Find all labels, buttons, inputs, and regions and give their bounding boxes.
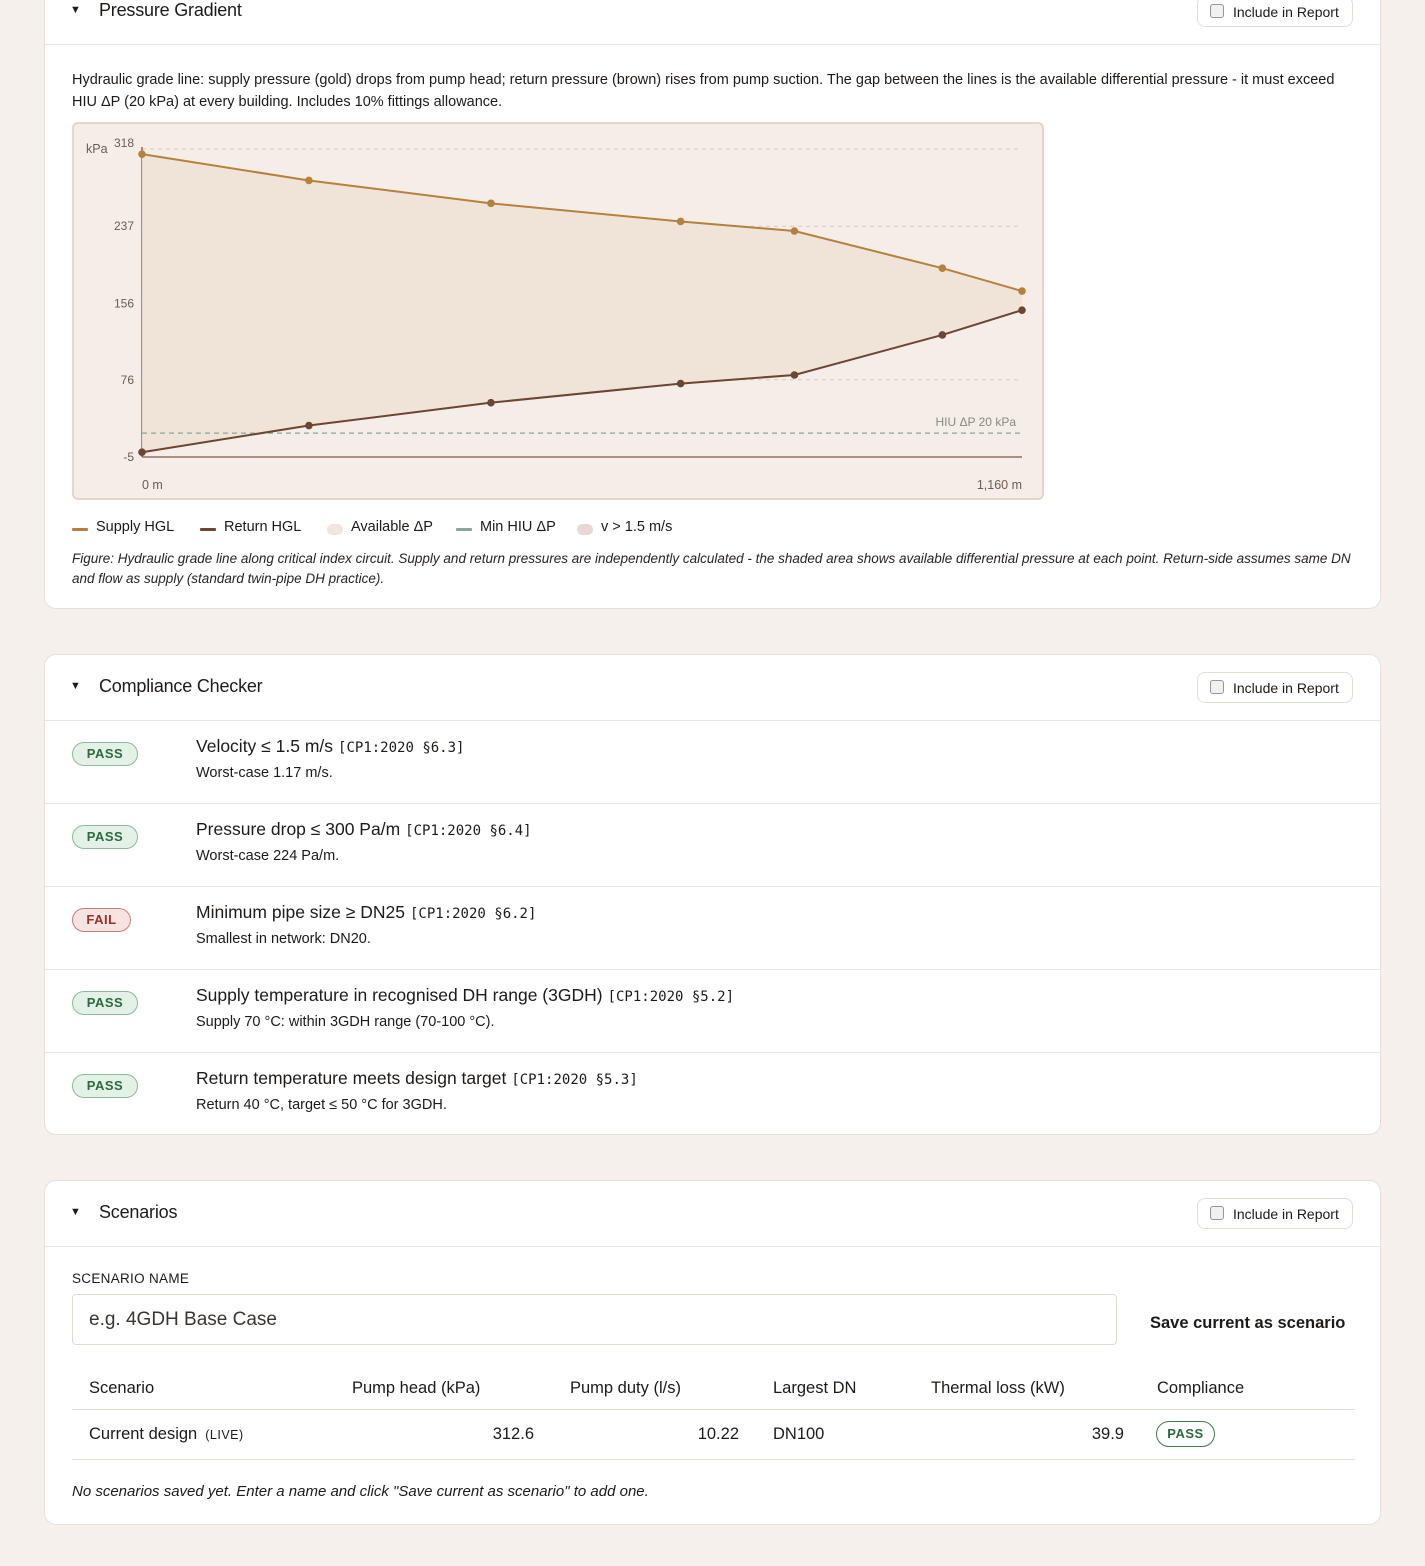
table-row — [72, 1410, 1355, 1460]
supply-hgl-point — [487, 200, 495, 208]
check-title-text: Return temperature meets design target — [196, 1068, 507, 1088]
largest-dn-cell: DN100 — [773, 1425, 825, 1443]
check-title — [196, 985, 734, 1006]
return-hgl-point — [939, 331, 947, 339]
include-in-report-toggle[interactable] — [1197, 0, 1353, 27]
include-label: Include in Report — [1233, 1206, 1339, 1222]
compliance-row — [45, 804, 1380, 887]
check-detail: Worst-case 1.17 m/s. — [196, 765, 333, 781]
supply-hgl-point — [677, 218, 685, 226]
column-header-pump-duty: Pump duty (l/s) — [570, 1379, 681, 1397]
status-badge: PASS — [72, 742, 138, 766]
panel-title: Scenarios — [99, 1202, 178, 1222]
check-title-text: Supply temperature in recognised DH range (3GDH) — [196, 985, 603, 1005]
return-hgl-point — [677, 380, 685, 388]
pump-head-cell: 312.6 — [492, 1425, 534, 1443]
include-in-report-toggle[interactable] — [1197, 1198, 1353, 1229]
legend-swatch — [200, 528, 216, 531]
pressure-gradient-header[interactable] — [45, 0, 1380, 45]
check-reference: [CP1:2020 §5.3] — [511, 1072, 638, 1088]
check-detail: Return 40 °C, target ≤ 50 °C for 3GDH. — [196, 1097, 447, 1113]
y-tick-label: 318 — [113, 136, 134, 150]
compliance-row — [45, 970, 1380, 1053]
status-badge: FAIL — [72, 908, 131, 932]
check-title-text: Velocity ≤ 1.5 m/s — [196, 736, 334, 756]
column-header-compliance: Compliance — [1157, 1379, 1245, 1397]
check-title — [196, 902, 536, 923]
panel-title: Compliance Checker — [99, 676, 263, 696]
return-hgl-point — [791, 371, 799, 379]
table-header-row — [72, 1363, 1355, 1410]
status-badge: PASS — [72, 825, 138, 849]
include-checkbox[interactable] — [1210, 680, 1224, 694]
include-label: Include in Report — [1233, 4, 1339, 20]
column-header-pump-head: Pump head (kPa) — [352, 1379, 481, 1397]
pressure-gradient-description: Hydraulic grade line: supply pressure (gold) drops from pump head; return pressure (brown) rises from pump suction. The gap between the lines is the available differential pressure - it must exceed HIU ΔP (20 kPa) at every building. Includes 10% fittings allowance. — [72, 72, 1335, 110]
return-hgl-point — [305, 422, 313, 430]
compliance-checker-panel — [44, 654, 1381, 1135]
legend-swatch — [456, 528, 472, 531]
x-tick-label: 1,160 m — [976, 478, 1022, 492]
legend-swatch — [327, 524, 343, 535]
include-checkbox[interactable] — [1210, 1206, 1224, 1220]
include-label: Include in Report — [1233, 680, 1339, 696]
legend-label: Available ΔP — [351, 519, 433, 535]
supply-hgl-point — [939, 264, 947, 272]
check-reference: [CP1:2020 §6.2] — [409, 906, 537, 922]
check-reference: [CP1:2020 §6.4] — [405, 823, 532, 839]
status-badge: PASS — [72, 991, 138, 1015]
empty-scenarios-note: No scenarios saved yet. Enter a name and click "Save current as scenario" to add one. — [72, 1483, 649, 1500]
compliance-row — [45, 1053, 1380, 1135]
available-dp-area — [142, 154, 1022, 452]
y-tick-label: 237 — [113, 219, 134, 234]
check-detail: Worst-case 224 Pa/m. — [196, 848, 340, 864]
compliance-badge: PASS — [1156, 1421, 1215, 1447]
legend-label: Return HGL — [224, 519, 302, 535]
thermal-loss-cell: 39.9 — [1091, 1425, 1124, 1443]
check-title — [196, 1068, 638, 1089]
return-hgl-point — [138, 448, 146, 456]
panel-title: Pressure Gradient — [99, 0, 242, 20]
legend-label: Supply HGL — [96, 519, 175, 535]
scenario-name: Current design — [89, 1425, 198, 1443]
check-title-text: Pressure drop ≤ 300 Pa/m — [196, 819, 401, 839]
check-reference: [CP1:2020 §6.3] — [338, 740, 465, 756]
status-badge: PASS — [72, 1074, 138, 1098]
check-title — [196, 819, 532, 840]
compliance-row — [45, 721, 1380, 804]
scenario-name-input[interactable] — [72, 1294, 1117, 1345]
collapse-caret-icon[interactable]: ▼ — [70, 1206, 81, 1218]
legend-swatch — [72, 528, 88, 531]
scenario-name-cell — [89, 1425, 244, 1444]
compliance-header[interactable] — [45, 655, 1380, 721]
return-hgl-point — [487, 399, 495, 407]
supply-hgl-point — [1018, 287, 1026, 295]
check-title-text: Minimum pipe size ≥ DN25 — [196, 902, 405, 922]
include-checkbox[interactable] — [1210, 4, 1224, 18]
scenario-name-label: SCENARIO NAME — [72, 1271, 190, 1286]
supply-hgl-point — [138, 150, 146, 158]
y-tick-label: 76 — [120, 372, 134, 387]
supply-hgl-point — [791, 227, 799, 235]
compliance-row — [45, 887, 1380, 970]
scenarios-panel — [44, 1180, 1381, 1525]
collapse-caret-icon[interactable]: ▼ — [70, 4, 81, 16]
threshold-label: HIU ΔP 20 kPa — [935, 415, 1016, 430]
return-hgl-point — [1018, 306, 1026, 314]
legend-swatch — [577, 524, 593, 535]
check-reference: [CP1:2020 §5.2] — [607, 989, 735, 1005]
check-detail: Supply 70 °C: within 3GDH range (70-100 °C). — [196, 1014, 495, 1030]
y-axis-unit-label: kPa — [86, 142, 108, 156]
supply-hgl-point — [305, 177, 313, 185]
hgl-chart-svg — [74, 124, 1042, 498]
save-scenario-button[interactable]: Save current as scenario — [1150, 1314, 1346, 1332]
include-in-report-toggle[interactable] — [1197, 672, 1353, 703]
column-header-scenario: Scenario — [89, 1379, 155, 1397]
scenarios-header[interactable] — [45, 1181, 1380, 1247]
pressure-gradient-panel — [44, 0, 1381, 609]
figure-caption: Figure: Hydraulic grade line along critical index circuit. Supply and return pressures are independently calculated - the shaded area shows available differential pressure at each point. Return-side assumes same DN and flow as supply (standard twin-pipe DH practice). — [72, 551, 1351, 586]
legend-label: Min HIU ΔP — [480, 519, 556, 535]
collapse-caret-icon[interactable]: ▼ — [70, 680, 81, 692]
column-header-thermal-loss: Thermal loss (kW) — [931, 1379, 1065, 1397]
legend-label: v > 1.5 m/s — [601, 519, 673, 535]
column-header-largest-dn: Largest DN — [773, 1379, 857, 1397]
check-detail: Smallest in network: DN20. — [196, 931, 371, 947]
pump-duty-cell: 10.22 — [697, 1425, 739, 1443]
live-tag: (LIVE) — [205, 1428, 244, 1442]
x-tick-label: 0 m — [142, 478, 163, 492]
y-tick-label: -5 — [123, 450, 134, 464]
check-title — [196, 736, 464, 757]
y-tick-label: 156 — [113, 296, 134, 311]
hgl-chart — [72, 122, 1044, 500]
